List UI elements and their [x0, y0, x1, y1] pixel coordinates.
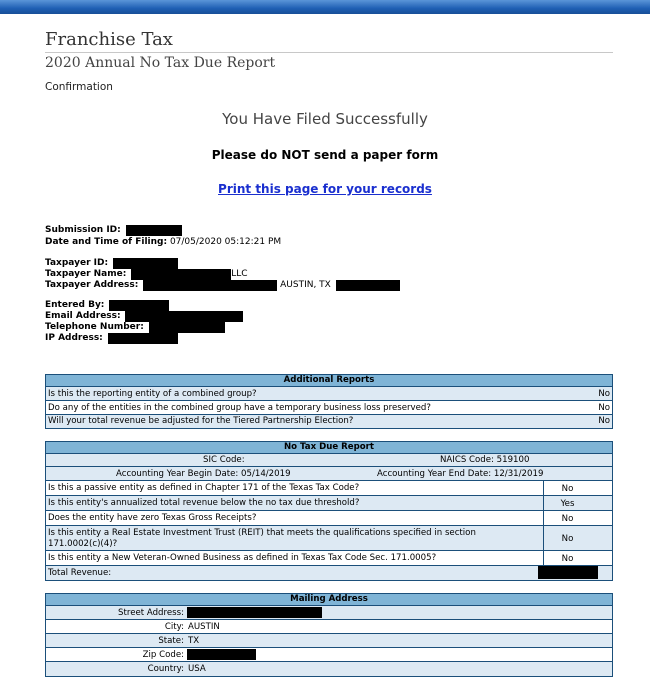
- entered-by-label: Entered By:: [45, 300, 105, 310]
- redacted-block: [108, 333, 178, 344]
- table-row: [46, 467, 612, 481]
- table-row: [46, 415, 612, 428]
- question-text: Will your total revenue be adjusted for the Tiered Partnership Election?: [48, 416, 354, 426]
- state-label: State:: [158, 636, 184, 646]
- taxpayer-id-line: [45, 258, 178, 269]
- no-tax-due-report-table: [45, 441, 613, 581]
- answer-value: No: [598, 389, 610, 399]
- question-text: Is this entity's annualized total revenue below the no tax due threshold?: [48, 498, 360, 508]
- redacted-block: [149, 322, 225, 333]
- no-tax-due-header: No Tax Due Report: [46, 442, 612, 454]
- additional-reports-header: Additional Reports: [46, 375, 612, 387]
- question-text: Does the entity have zero Texas Gross Receipts?: [48, 513, 257, 523]
- redacted-block: [131, 269, 231, 280]
- question-text: Do any of the entities in the combined group have a temporary business loss preserved?: [48, 403, 431, 413]
- taxpayer-name-label: Taxpayer Name:: [45, 269, 127, 279]
- taxpayer-id-label: Taxpayer ID:: [45, 258, 109, 268]
- phone-label: Telephone Number:: [45, 322, 144, 332]
- table-row: [46, 387, 612, 401]
- table-row: [46, 634, 612, 648]
- taxpayer-name-line: [45, 269, 248, 280]
- redacted-block: [187, 649, 256, 660]
- table-row: [46, 401, 612, 415]
- additional-reports-table: [45, 374, 613, 429]
- table-row: [46, 551, 612, 566]
- table-row: [46, 606, 612, 620]
- naics-code: NAICS Code: 519100: [440, 455, 530, 465]
- taxpayer-address-line: [45, 280, 400, 291]
- country-value: USA: [188, 664, 206, 674]
- mailing-address-header: Mailing Address: [46, 594, 612, 606]
- city-value: AUSTIN: [188, 622, 220, 632]
- question-text: Is this a passive entity as defined in Chapter 171 of the Texas Tax Code?: [48, 483, 360, 493]
- accounting-end-date: Accounting Year End Date: 12/31/2019: [377, 469, 544, 479]
- email-label: Email Address:: [45, 311, 121, 321]
- submission-id-line: [45, 225, 182, 236]
- answer-value: No: [561, 534, 574, 544]
- redacted-block: [187, 607, 322, 618]
- redacted-block: [126, 225, 182, 236]
- redacted-block: [538, 566, 598, 579]
- answer-value: Yes: [560, 499, 575, 509]
- sic-code-label: SIC Code:: [203, 455, 245, 465]
- table-row: [46, 648, 612, 662]
- redacted-block: [113, 258, 178, 269]
- answer-value: No: [561, 554, 574, 564]
- question-text: Is this entity a Real Estate Investment Trust (REIT) that meets the qualifications specified in section: [48, 528, 476, 538]
- ip-label: IP Address:: [45, 333, 103, 343]
- taxpayer-address-city: AUSTIN, TX: [280, 280, 331, 290]
- top-banner: [0, 0, 650, 14]
- print-page-link[interactable]: Print this page for your records: [218, 182, 432, 196]
- zip-label: Zip Code:: [142, 650, 184, 660]
- taxpayer-address-label: Taxpayer Address:: [45, 280, 139, 290]
- country-label: Country:: [147, 664, 184, 674]
- table-row: [46, 481, 612, 496]
- state-value: TX: [188, 636, 200, 646]
- entered-by-line: [45, 300, 169, 311]
- filing-date-label: Date and Time of Filing:: [45, 237, 168, 247]
- ip-line: [45, 333, 178, 344]
- street-label: Street Address:: [118, 608, 184, 618]
- question-text: Is this the reporting entity of a combined group?: [48, 389, 257, 399]
- answer-value: No: [598, 403, 610, 413]
- accounting-begin-date: Accounting Year Begin Date: 05/14/2019: [116, 469, 291, 479]
- question-text: Is this entity a New Veteran-Owned Business as defined in Texas Tax Code Sec. 171.0005?: [48, 553, 437, 563]
- total-revenue-label: Total Revenue:: [48, 568, 112, 578]
- page-title: Franchise Tax: [45, 29, 173, 50]
- answer-value: No: [598, 416, 610, 426]
- table-row: [46, 526, 612, 551]
- redacted-block: [143, 280, 277, 291]
- table-row: [46, 620, 612, 634]
- filing-date-line: [45, 237, 281, 248]
- question-text-continued: 171.0002(c)(4)?: [48, 539, 118, 549]
- filing-date-value: 07/05/2020 05:12:21 PM: [169, 237, 282, 247]
- answer-value: No: [561, 484, 574, 494]
- mailing-address-table: [45, 593, 613, 677]
- phone-line: [45, 322, 225, 333]
- table-row: [46, 454, 612, 467]
- success-message: You Have Filed Successfully: [222, 110, 428, 128]
- city-label: City:: [164, 622, 184, 632]
- page-subtitle: 2020 Annual No Tax Due Report: [45, 55, 276, 71]
- section-label: Confirmation: [45, 81, 113, 93]
- taxpayer-name-suffix: LLC: [231, 269, 248, 279]
- redacted-block: [125, 311, 243, 322]
- table-row: [46, 496, 612, 511]
- title-divider: [45, 52, 613, 53]
- table-row: [46, 511, 612, 526]
- redacted-block: [336, 280, 400, 291]
- redacted-block: [109, 300, 169, 311]
- email-line: [45, 311, 243, 322]
- table-row: [46, 566, 612, 580]
- no-paper-notice: Please do NOT send a paper form: [211, 148, 439, 162]
- answer-value: No: [561, 514, 574, 524]
- submission-id-label: Submission ID:: [45, 225, 121, 235]
